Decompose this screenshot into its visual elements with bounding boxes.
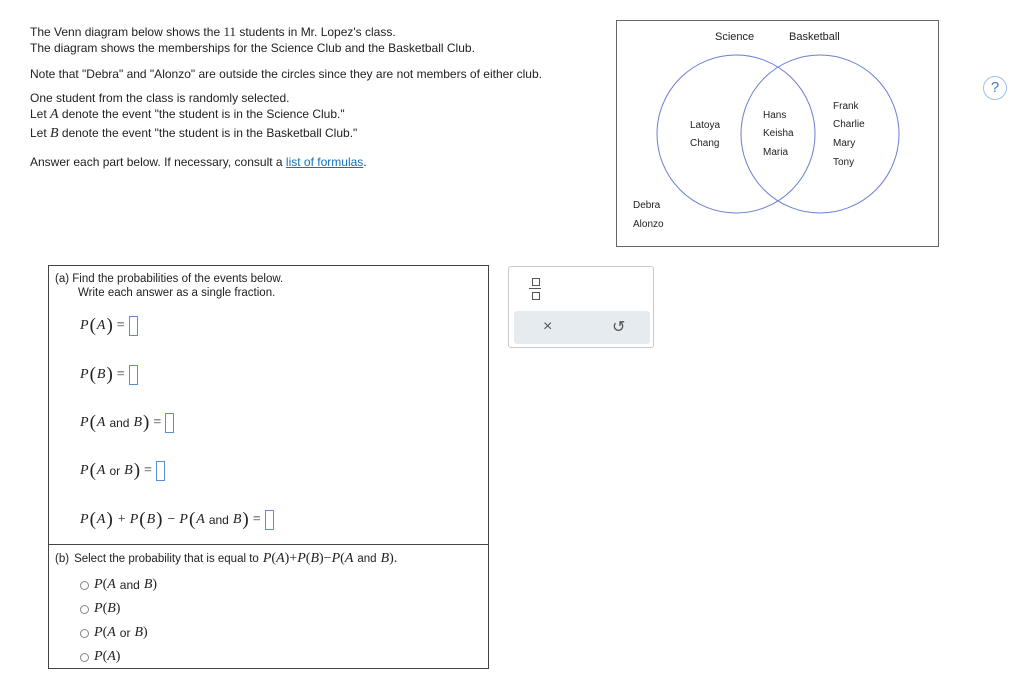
answer-input-p-b[interactable] [129,365,138,385]
name-hans: Hans [763,110,787,121]
intro-text: Let [30,126,51,140]
intro-text: Answer each part below. If necessary, consult a [30,155,286,169]
radio-button[interactable] [80,581,89,590]
intro-line-5 [30,107,345,123]
part-b-label: (b) [55,553,70,565]
p-symbol: P [94,577,103,592]
or-word: or [109,464,121,478]
equals-sign: = [153,415,162,430]
minus-sign: − [167,512,176,527]
var-a: A [196,512,205,527]
student-count: 11 [223,24,236,39]
p-symbol: P [80,512,89,527]
var-a: A [50,107,59,122]
basketball-label: Basketball [789,31,840,43]
part-a-text: Find the probabilities of the events below. [72,273,284,285]
var-a: A [96,512,106,527]
var-a: A [96,415,106,430]
answer-input-addition-rule[interactable] [265,510,274,530]
var-b: B [310,551,319,566]
option-p-a[interactable]: P ( A ) [80,649,120,665]
radio-button[interactable] [80,653,89,662]
p-symbol: P [80,415,89,430]
intro-line-7 [30,155,367,169]
p-symbol: P [80,367,89,382]
intro-text: denote the event "the student is in the Science Club." [58,107,345,121]
answer-input-p-a-or-b[interactable] [156,461,165,481]
answer-input-p-a-and-b[interactable] [165,413,174,433]
intro-line-6 [30,126,357,142]
eq-p-a: P ( A ) = [80,315,138,337]
p-symbol: P [262,551,272,566]
eq-p-b: P ( B ) = [80,364,138,386]
p-symbol: P [80,463,89,478]
venn-diagram [616,20,939,247]
var-b: B [50,126,59,141]
name-frank: Frank [833,101,859,112]
intro-text: denote the event "the student is in the Basketball Club." [58,126,358,140]
math-tool-panel [508,266,654,348]
name-mary: Mary [833,138,856,149]
name-chang: Chang [690,138,720,149]
option-p-a-or-b[interactable]: P ( A or B ) [80,625,148,641]
option-p-a-and-b[interactable]: P ( A and B ) [80,577,157,593]
var-b: B [107,601,116,616]
radio-button[interactable] [80,605,89,614]
var-a: A [96,463,106,478]
intro-line-1 [30,24,396,40]
p-symbol: P [94,625,103,640]
eq-p-a-and-b: P ( A and B ) = [80,412,174,434]
formulas-link[interactable]: list of formulas [285,155,364,169]
plus-sign: + [289,551,298,566]
tool-action-bar [514,311,650,344]
name-latoya: Latoya [690,120,721,131]
var-b: B [146,512,156,527]
var-b: B [143,577,153,592]
p-symbol: P [179,512,188,527]
eq-addition-rule: P ( A ) + P ( B ) − P ( A and B ) = [80,509,274,531]
fraction-icon[interactable] [529,278,541,300]
name-keisha: Keisha [763,128,794,139]
var-b: B [96,367,106,382]
undo-icon[interactable]: ↺ [612,319,626,336]
plus-sign: + [117,512,126,527]
and-word: and [208,513,229,527]
equals-sign: = [116,318,125,333]
name-maria: Maria [763,147,789,158]
help-button[interactable]: ? [983,76,1007,100]
p-symbol: P [129,512,139,527]
intro-line-2: The diagram shows the memberships for the Science Club and the Basketball Club. [30,41,475,55]
var-b: B [134,625,144,640]
intro-line-3: Note that "Debra" and "Alonzo" are outside the circles since they are not members of either club. [30,67,542,81]
part-a-instruction-1 [55,273,283,285]
or-word: or [119,626,131,640]
equals-sign: = [144,463,152,478]
p-symbol: P [297,551,306,566]
name-debra: Debra [633,200,661,211]
close-icon[interactable]: × [543,318,553,335]
var-a: A [107,625,116,640]
answer-input-p-a[interactable] [129,316,138,336]
intro-line-4: One student from the class is randomly selected. [30,91,290,105]
intro-text: students in Mr. Lopez's class. [235,25,396,39]
var-b: B [380,551,390,566]
intro-text: The Venn diagram below shows the [30,25,224,39]
part-a-box [48,265,489,545]
intro-text: Let [30,107,51,121]
and-word: and [119,578,140,592]
part-a-label: (a) [55,273,70,285]
name-tony: Tony [833,157,855,168]
equals-sign: = [116,367,125,382]
p-symbol: P [94,601,103,616]
var-a: A [276,551,285,566]
intro-text: . [363,155,367,169]
radio-button[interactable] [80,629,89,638]
science-label: Science [715,31,755,43]
p-symbol: P [94,649,103,664]
name-alonzo: Alonzo [633,219,664,230]
var-a: A [96,318,106,333]
var-a: A [107,577,116,592]
equals-sign: = [252,512,261,527]
option-p-b[interactable]: P ( B ) [80,601,120,617]
name-charlie: Charlie [833,119,865,130]
part-b-prompt: (b) Select the probability that is equal to P ( A ) + P ( B ) − P ( A and B ). [55,551,398,566]
p-symbol: P [80,318,89,333]
var-a: A [107,649,116,664]
eq-p-a-or-b: P ( A or B ) = [80,460,165,482]
and-word: and [109,416,130,430]
part-b-text: Select the probability that is equal to [74,553,259,565]
var-b: B [124,463,133,478]
minus-sign: − [323,551,332,566]
and-word: and [357,553,377,565]
p-symbol: P [331,551,341,566]
var-a: A [344,551,354,566]
part-a-instruction-2: Write each answer as a single fraction. [78,287,276,299]
var-b: B [133,415,143,430]
var-b: B [232,512,242,527]
